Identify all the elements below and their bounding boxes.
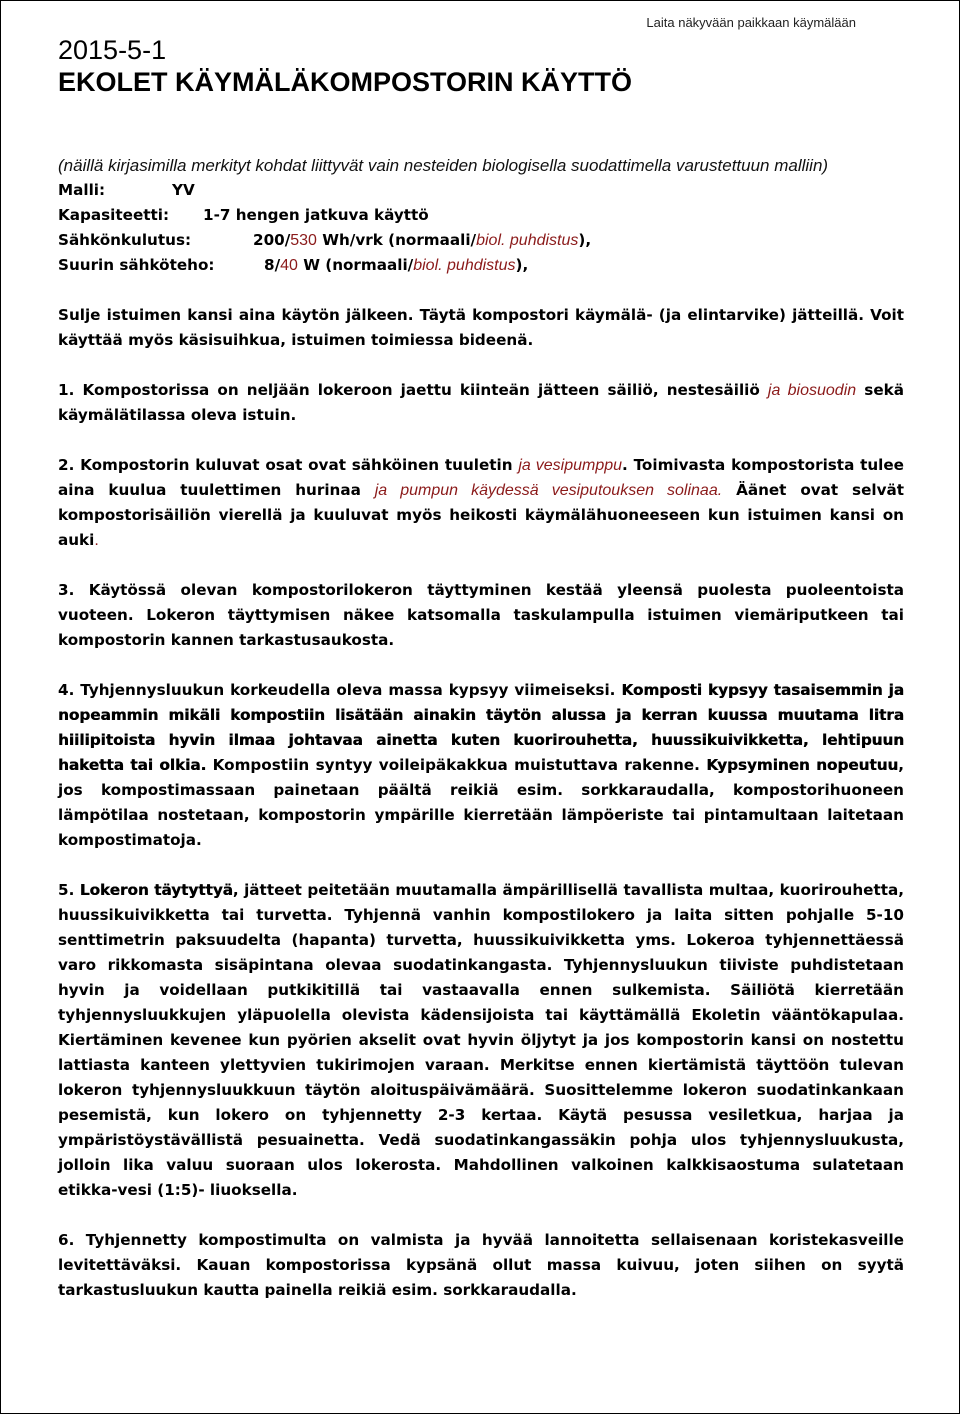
spec-power [58,228,904,253]
intro-paragraph: Sulje istuimen kansi aina käytön jälkeen. Täytä kompostori käymälä- (ja elintarvike) jätteillä. Voit käyttää myös käsisuihkua, istuimen toimiessa bideenä. [58,306,904,349]
spec-bio-value: 530 [290,232,317,249]
paragraph-3: 3. Käytössä olevan kompostorilokeron täyttyminen kestää yleensä puolesta puoleentoista vuoteen. Lokeron täyttymisen näkee katsomalla taskulampulla istuimen viemäriputkeen tai kompostorin kannen tarkastusaukosta. [58,581,904,649]
spec-bio-value: 40 [280,257,298,274]
paragraph-1 [58,378,904,428]
bio-text: ja pumpun käydessä vesiputouksen solinaa. [374,482,723,499]
document-title: EKOLET KÄYMÄLÄKOMPOSTORIN KÄYTTÖ [58,67,633,97]
spec-value: 8/ [264,256,281,274]
paragraph-text: Kompostiin syntyy voileipäkakkua muistuttava rakenne. [206,756,707,774]
spec-value: ), [515,256,529,274]
spec-label: Kapasiteetti: [58,206,170,224]
spec-value: YV [172,181,195,199]
paragraph-text: 5. [58,881,80,899]
spec-label: Sähkönkulutus: [58,231,192,249]
spec-value: 200/ [253,231,291,249]
emphasis-text: Lokeron täytyttyä [79,881,233,899]
spec-bio-value: biol. puhdistus [476,232,579,249]
paragraph-4 [58,678,904,853]
paragraph-text: 4. Tyhjennysluukun korkeudella oleva massa kypsyy viimeiseksi. [58,681,622,699]
bio-text: ja vesipumppu [518,457,623,474]
spec-label: Malli: [58,181,106,199]
paragraph-text: 1. Kompostorissa on neljään lokeroon jaettu kiinteän jätteen säiliö, nestesäiliö [58,381,768,399]
spec-label: Suurin sähköteho: [58,256,215,274]
paragraph-text: . Toimivasta kompostorista tulee aina kuulua tuulettimen hurinaa [58,456,904,499]
bio-text: ja biosuodin [767,382,857,399]
spec-value: Wh/vrk (normaali/ [316,231,477,249]
document-body [58,153,904,1303]
emphasis-text: Komposti kypsyy tasaisemmin ja nopeammin mikäli kompostiin lisätään ainakin täytön alussa ja kerran kuussa muutama litra hiilipitoista hyvin ilmaa johtavaa ainetta kuten kuorirouhetta, huussikuivikketta, lehtipuun haketta tai olkia. [58,681,904,774]
emphasis-text: Kypsyminen nopeutuu [706,756,899,774]
bio-filter-note: (näillä kirjasimilla merkityt kohdat liittyvät vain nesteiden biologisella suodattimella varustettuun malliin) [58,156,829,175]
paragraph-text: Äänet ovat selvät kompostorisäiliön vierellä ja kuuluvat myös heikosti käymälähuoneeseen kun istuimen kansi on auki [58,481,904,549]
spec-bio-value: biol. puhdistus [413,257,516,274]
paragraph-text: , jos kompostimassaan painetaan päältä reikiä esim. sorkkaraudalla, kompostorihuoneen lämpötilaa nostetaan, kompostorin ympärille kierretään lämpöeriste tai pintamultaan laitetaan kompostimatoja. [58,756,904,849]
bio-text: . [94,532,99,549]
paragraph-5 [58,878,904,1203]
document-date: 2015-5-1 [58,35,167,65]
spec-value: ), [578,231,592,249]
spec-capacity [58,203,904,228]
spec-model [58,178,904,203]
paragraph-text: sekä käymälätilassa oleva istuin. [58,381,904,424]
header-note: Laita näkyvään paikkaan käymälään [646,15,856,30]
spec-value: W (normaali/ [297,256,414,274]
paragraph-6: 6. Tyhjennetty kompostimulta on valmista ja hyvää lannoitetta sellaisenaan koristekasveille levitettäväksi. Kauan kompostorissa kypsänä ollut massa kuivuu, joten siihen on syytä tarkastusluukun kautta painella reikiä esim. sorkkaraudalla. [58,1231,904,1299]
paragraph-text: , jätteet peitetään muutamalla ämpärillisellä tavallista multaa, kuorirouhetta, huussikuivikketta tai turvetta. Tyhjennä vanhin kompostilokero ja laita sitten pohjalle 5-10 senttimetrin paksuudelta (hapanta) turvetta, huussikuivikketta yms. Lokeroa tyhjennettäessä varo rikkomasta sisäpintana olevaa suodatinkangasta. Tyhjennysluukun tiiviste puhdistetaan hyvin ja voidellaan putkikitillä tai vastaavalla ennen sulkemista. Säiliötä kierretään tyhjennysluukkujen yläpuolella olevista kädensijoista tai käyttämällä Ekoletin vääntökapulaa. Kiertäminen kevenee kun pyörien akselit ovat hyvin öljytyt ja jos kompostorin kansi on nostettu lattiasta kanteen ylettyvien tukirimojen varaan. Merkitse ennen kiertämistä täyttöön tulevan lokeron tyhjennysluukkuun täytön aloituspäivämäärä. Suosittelemme lokeron suodatinkankaan pesemistä, kun lokero on tyhjennetty 2-3 kertaa. Käytä pesussa vesiletkua, harjaa ja ympäristöystävällistä pesuainetta. Vedä suodatinkangassäkin pohja ulos tyhjennysluukusta, jolloin lika valuu suoraan ulos lokerosta. Mahdollinen valkoinen kalkkisaostuma sulatetaan etikka-vesi (1:5)- liuoksella. [58,881,905,1199]
paragraph-2 [58,453,904,553]
paragraph-text: 2. Kompostorin kuluvat osat ovat sähköinen tuuletin [58,456,519,474]
spec-max-power [58,253,904,278]
spec-value: 1-7 hengen jatkuva käyttö [203,206,429,224]
